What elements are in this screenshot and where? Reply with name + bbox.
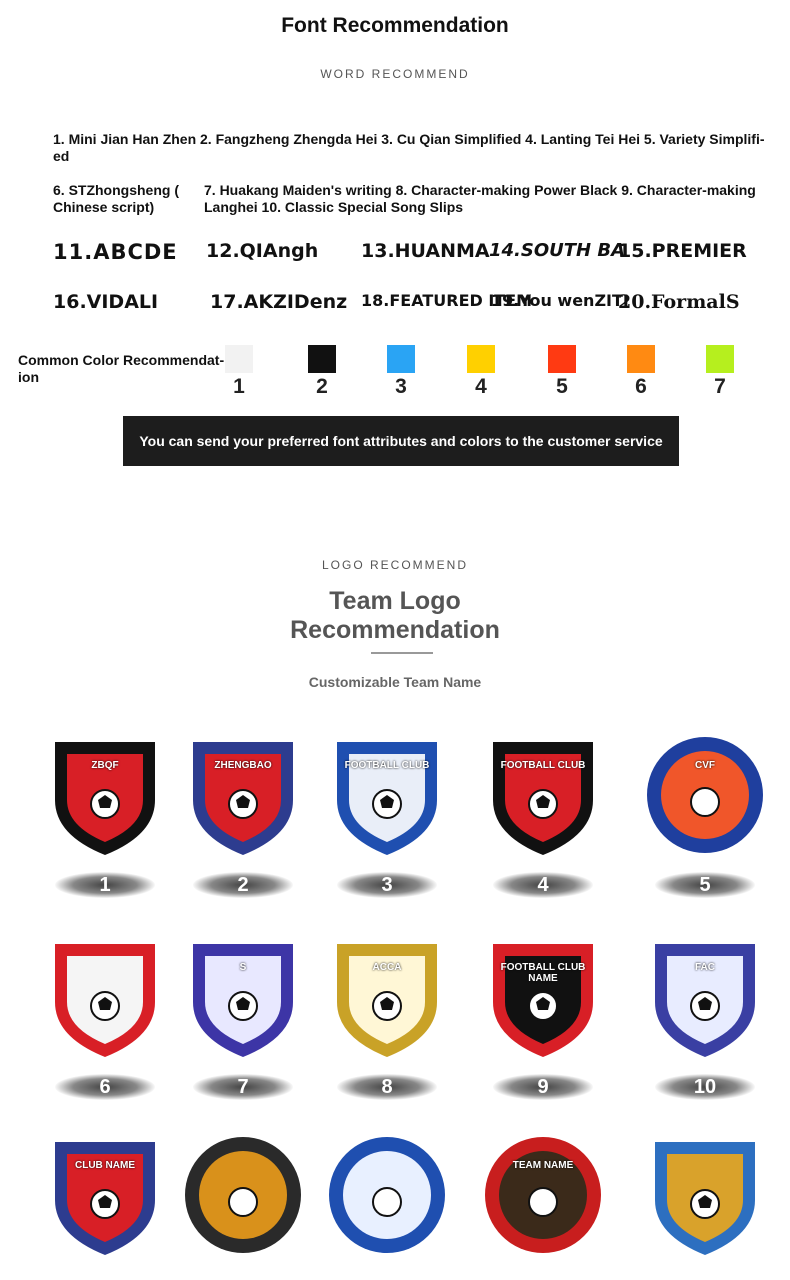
logo-section-subtitle: LOGO RECOMMEND — [321, 558, 468, 572]
logo-section-title — [0, 587, 790, 645]
font-sample-13: 13.HUANMA — [361, 240, 490, 262]
team-badge-icon — [178, 932, 308, 1062]
customer-service-banner — [123, 416, 679, 466]
team-logo-number: 5 — [655, 872, 755, 898]
font-sample-17: 17.AKZIDenz — [210, 291, 348, 313]
font-sample-19: 19.You wenZITI — [491, 291, 629, 310]
font-sample-18: 18.FEATURED ITEM — [361, 291, 533, 310]
color-section-label: Common Color Recommendat-ion — [18, 352, 225, 385]
font-sample-14: 14.SOUTH BA — [489, 240, 626, 261]
team-logo-number: 6 — [55, 1074, 155, 1100]
team-badge-icon — [478, 730, 608, 860]
team-badge-icon — [640, 730, 770, 860]
font-list-row-2b: 7. Huakang Maiden's writing 8. Character-making Power Black 9. Character-making Langhei 10. Classic Special Song Slips — [204, 182, 756, 215]
team-logo-text: FOOTBALL CLUB NAME — [500, 962, 586, 984]
color-swatch-5 — [548, 345, 576, 373]
team-logo-13[interactable] — [322, 1130, 452, 1280]
team-badge-icon — [322, 1130, 452, 1260]
team-logo-text: FOOTBALL CLUB — [500, 760, 586, 771]
team-badge-icon — [478, 1130, 608, 1260]
team-badge-icon — [322, 932, 452, 1062]
page-title: Font Recommendation — [281, 14, 509, 37]
team-logo-number: 8 — [337, 1074, 437, 1100]
team-badge-icon — [178, 730, 308, 860]
team-logo-text: ZHENGBAO — [214, 760, 272, 771]
team-badge-icon — [478, 932, 608, 1062]
team-logo-6[interactable] — [40, 932, 170, 1098]
team-badge-icon — [40, 1130, 170, 1260]
color-swatch-3 — [387, 345, 415, 373]
team-logo-text: S — [239, 962, 247, 973]
color-swatch-1 — [225, 345, 253, 373]
team-logo-text: CVF — [695, 760, 715, 771]
team-logo-8[interactable] — [322, 932, 452, 1098]
team-logo-number: 10 — [655, 1074, 755, 1100]
font-sample-20: 20.FormalS — [618, 291, 740, 313]
color-swatch-number: 7 — [714, 375, 726, 398]
team-logo-14[interactable] — [478, 1130, 608, 1280]
team-logo-text: TEAM NAME — [512, 1160, 574, 1171]
team-badge-icon — [640, 1130, 770, 1260]
color-swatch-number: 2 — [316, 375, 328, 398]
title-underline — [371, 652, 433, 654]
team-logo-number: 9 — [493, 1074, 593, 1100]
team-logo-text: FOOTBALL CLUB — [344, 760, 430, 771]
team-logo-number: 7 — [193, 1074, 293, 1100]
team-badge-icon — [40, 932, 170, 1062]
logo-custom-note: Customizable Team Name — [308, 674, 482, 690]
team-badge-icon — [40, 730, 170, 860]
team-badge-icon — [640, 932, 770, 1062]
team-logo-3[interactable] — [322, 730, 452, 896]
font-list-row-1: 1. Mini Jian Han Zhen 2. Fangzheng Zhengda Hei 3. Cu Qian Simplified 4. Lanting Tei Hei 5. Variety Simplifi-ed — [53, 131, 765, 164]
color-swatch-7 — [706, 345, 734, 373]
team-logo-text: ACCA — [372, 962, 402, 973]
color-swatch-6 — [627, 345, 655, 373]
font-sample-12: 12.QIAngh — [206, 240, 319, 262]
team-badge-icon — [322, 730, 452, 860]
team-badge-icon — [178, 1130, 308, 1260]
font-sample-15: 15.PREMIER — [618, 240, 747, 262]
font-sample-16: 16.VIDALI — [53, 291, 159, 313]
team-logo-10[interactable] — [640, 932, 770, 1098]
team-logo-number: 1 — [55, 872, 155, 898]
color-swatch-number: 6 — [635, 375, 647, 398]
team-logo-9[interactable] — [478, 932, 608, 1098]
banner-text: You can send your preferred font attributes and colors to the customer service — [139, 433, 663, 449]
font-sample-11: 11.ABCDE — [53, 240, 178, 264]
team-logo-12[interactable] — [178, 1130, 308, 1280]
team-logo-2[interactable] — [178, 730, 308, 896]
page-subtitle: WORD RECOMMEND — [320, 67, 470, 81]
team-logo-number: 4 — [493, 872, 593, 898]
team-logo-7[interactable] — [178, 932, 308, 1098]
team-logo-5[interactable] — [640, 730, 770, 896]
color-swatch-number: 4 — [475, 375, 487, 398]
team-logo-text: FAC — [695, 962, 715, 973]
color-swatch-2 — [308, 345, 336, 373]
team-logo-15[interactable] — [640, 1130, 770, 1280]
font-list-row-2a: 6. STZhongsheng ( Chinese script) — [53, 182, 179, 215]
team-logo-text: ZBQF — [91, 760, 119, 771]
logo-title-text: Team Logo Recommendation — [290, 587, 500, 644]
color-swatch-4 — [467, 345, 495, 373]
team-logo-text: CLUB NAME — [75, 1160, 135, 1171]
team-logo-number: 3 — [337, 872, 437, 898]
color-swatch-number: 5 — [556, 375, 568, 398]
color-swatch-number: 3 — [395, 375, 407, 398]
team-logo-number: 2 — [193, 872, 293, 898]
color-swatch-number: 1 — [233, 375, 245, 398]
team-logo-1[interactable] — [40, 730, 170, 896]
team-logo-4[interactable] — [478, 730, 608, 896]
team-logo-11[interactable] — [40, 1130, 170, 1280]
